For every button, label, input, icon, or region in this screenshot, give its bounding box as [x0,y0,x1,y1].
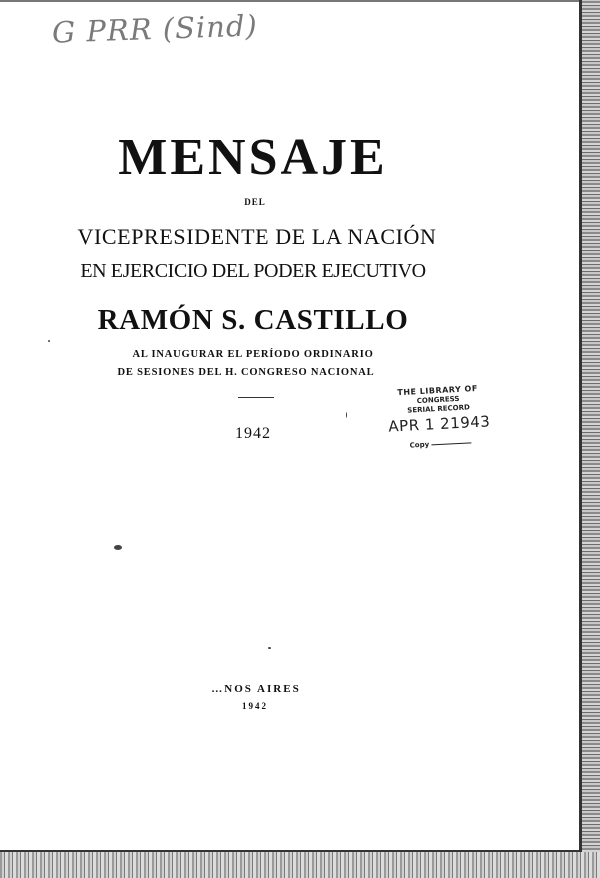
document-title: MENSAJE [118,129,388,186]
document-subtitle-2: DE SESIONES DEL H. CONGRESO NACIONAL [117,367,375,378]
stamp-copy-line [431,442,471,445]
stamp-date: APR 1 21943 [387,412,491,436]
ink-speck [48,340,50,342]
stamp-copy-label: Copy [409,440,430,450]
document-author-name: RAMÓN S. CASTILLO [97,304,409,336]
document-line1: VICEPRESIDENTE DE LA NACIÓN [77,224,437,249]
stamp-line3: SERIAL RECORD [407,403,471,415]
ink-speck [346,412,347,418]
document-del: DEL [244,197,266,207]
document-year: 1942 [235,425,271,442]
stamp-copy [385,437,495,451]
library-stamp [382,383,495,451]
right-scan-border [582,0,600,878]
document-line2: EN EJERCICIO DEL PODER EJECUTIVO [80,260,426,282]
ink-speck [114,545,122,550]
document-subtitle-1: AL INAUGURAR EL PERÍODO ORDINARIO [132,349,374,360]
stamp-line1: THE LIBRARY OF [397,383,479,398]
imprint-year: 1942 [242,701,268,711]
bottom-scan-border [0,852,600,878]
stamp-line2: CONGRESS [416,394,460,406]
top-border [0,0,582,2]
ink-speck [268,647,271,649]
divider-rule [238,397,274,398]
handwritten-annotation: G PRR (Sind) [51,8,259,50]
imprint-city: …NOS AIRES [211,683,301,695]
